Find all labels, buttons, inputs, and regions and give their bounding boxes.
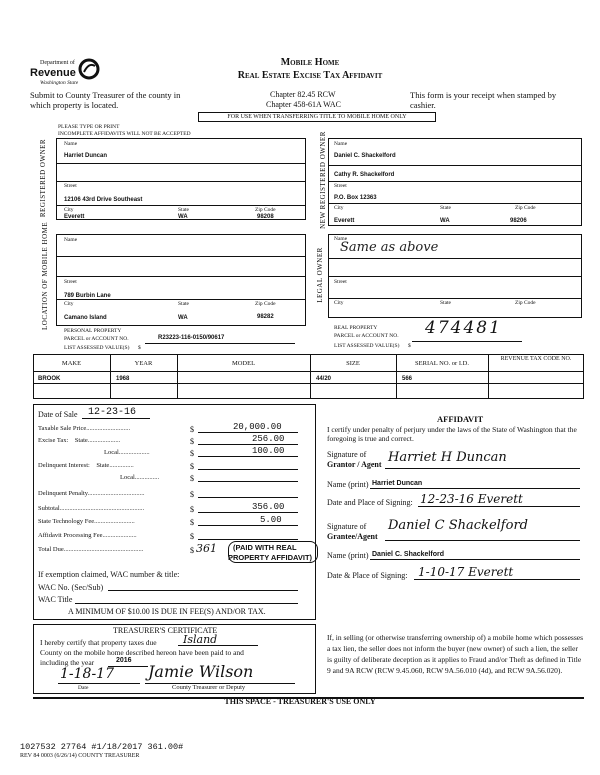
exemption-label: If exemption claimed, WAC number & title: (38, 570, 180, 579)
no-street-label: Street (334, 183, 347, 189)
form-number: REV 84 0003 (6/26/14) COUNTY TREASURER (20, 753, 140, 759)
loc-zip-value: 98282 (257, 314, 274, 320)
di-state-dollar: $ (190, 462, 194, 471)
affidavit-certify: I certify under penalty of perjury under the laws of the State of Washington that the foregoing is true and correct. (327, 425, 577, 443)
treasurer-use-only: THIS SPACE - TREASURER'S USE ONLY (224, 697, 376, 706)
delinquent-penalty-label: Delinquent Penalty................................... (38, 490, 145, 497)
loc-city-value: Camano Island (64, 315, 107, 321)
excise-state-value: 256.00 (252, 434, 285, 444)
treasurer-sig-label: County Treasurer or Deputy (172, 684, 246, 691)
loc-city-label: City (64, 301, 74, 307)
pp-assessed-label: LIST ASSESSED VALUE(S) (64, 345, 130, 351)
ro-street-value: 12106 43rd Drive Southeast (64, 197, 143, 203)
td-make: BROOK (38, 376, 61, 382)
lo-street-label: Street (334, 279, 347, 285)
no-name1-value: Daniel C. Shackelford (334, 153, 396, 159)
ro-street-label: Street (64, 183, 77, 189)
transfer-banner: FOR USE WHEN TRANSFERRING TITLE TO MOBILE HOME ONLY (198, 112, 436, 122)
rp-parcel-value: 474481 (425, 318, 502, 338)
ro-city-label: City (64, 207, 74, 213)
grantor-label1: Signature of (327, 450, 367, 459)
loc-street-label: Street (64, 279, 77, 285)
treasurer-line1: I hereby certify that property taxes due (40, 638, 157, 647)
treasurer-title: TREASURER'S CERTIFICATE (113, 626, 218, 635)
excise-local-value: 100.00 (252, 446, 285, 456)
lien-note: If, in selling (or otherwise transferring ownership of) a mobile home which possesses a tax lien, the seller does not inform the buyer (new owner) of such a lien, the seller is guilty of deliberate deception as it applies to Fraud and/or Theft as defined in Title 9 and 9A RCW (RCW 9.45.060, RCW 9A.56.010 (4d), and RCW 9A.56.020). (327, 633, 583, 675)
no-city-value: Everett (334, 218, 355, 224)
th-make: MAKE (61, 360, 82, 367)
grantor-signature: Harriet H Duncan (388, 450, 507, 465)
grantee-date-value: 1-10-17 Everett (418, 565, 514, 579)
th-model: MODEL (231, 360, 256, 367)
loc-state-value: WA (178, 315, 188, 321)
pf-dollar: $ (190, 532, 194, 541)
grantor-date-value: 12-23-16 Everett (420, 492, 523, 506)
grantor-label2: Grantor / Agent (327, 460, 382, 469)
treasurer-line3: including the year (40, 658, 95, 667)
no-city-label: City (334, 205, 344, 211)
no-zip-value: 98206 (510, 218, 527, 224)
taxable-label: Taxable Sale Price........................... (38, 425, 131, 432)
taxable-dollar: $ (190, 425, 194, 434)
pp-dollar: $ (138, 345, 141, 351)
taxable-value: 20,000.00 (233, 422, 282, 432)
th-year: YEAR (134, 360, 153, 367)
ro-state-value: WA (178, 214, 188, 220)
grantee-signature: Daniel C Shackelford (388, 518, 528, 533)
registered-owner-label: REGISTERED OWNER (39, 138, 47, 218)
lo-city-label: City (334, 300, 344, 306)
excise-label: Excise Tax: State.................... (38, 437, 121, 444)
affidavit-title: AFFIDAVIT (437, 414, 484, 424)
real-property-label: REAL PROPERTY (334, 325, 378, 331)
print-note2: INCOMPLETE AFFIDAVITS WILL NOT BE ACCEPTED (58, 131, 191, 137)
tech-fee-dollar: $ (190, 518, 194, 527)
grantor-print-value: Harriet Duncan (372, 480, 423, 487)
new-owner-box (328, 138, 582, 226)
subtotal-label: Subtotal.................................................... (38, 505, 145, 512)
chapter-rcw: Chapter 82.45 RCW (270, 90, 336, 99)
logo (20, 58, 100, 88)
th-revenue-code: REVENUE TAX CODE NO. (500, 356, 572, 362)
location-label: LOCATION OF MOBILE HOME (41, 221, 49, 330)
submit-text: Submit to County Treasurer of the county in which property is located. (30, 90, 181, 110)
lo-state-label: State (440, 300, 451, 306)
treasurer-line2: County on the mobile home described hereon have been paid to and (40, 648, 244, 657)
dept-line3: Washington State (40, 80, 79, 86)
td-size: 44/20 (316, 376, 332, 382)
paid-note2: PROPERTY AFFIDAVIT) (228, 553, 313, 562)
grantor-print-label: Name (print) (327, 480, 369, 489)
dp-dollar: $ (190, 490, 194, 499)
excise-local-dollar: $ (190, 449, 194, 458)
treasurer-county: Island (183, 633, 218, 646)
treasurer-year: 2016 (116, 657, 132, 664)
date-of-sale-label: Date of Sale (38, 410, 78, 419)
loc-street-value: 789 Burbin Lane (64, 293, 111, 299)
receipt-text: This form is your receipt when stamped by cashier. (410, 90, 557, 110)
no-zip-label: Zip Code (515, 205, 536, 211)
ro-state-label: State (178, 207, 189, 213)
pp-parcel-value: R23223-116-0150/90617 (158, 335, 225, 341)
date-of-sale-value: 12-23-16 (88, 407, 137, 418)
td-year: 1968 (116, 376, 130, 382)
grantee-date-label: Date & Place of Signing: (327, 571, 408, 580)
no-street-value: P.O. Box 12363 (334, 195, 377, 201)
tech-fee-label: State Technology Fee......................... (38, 518, 135, 525)
new-owner-label: NEW REGISTERED OWNER (319, 131, 327, 229)
grantee-label2: Grantee/Agent (327, 532, 378, 541)
treasurer-signature: Jamie Wilson (148, 662, 254, 681)
loc-name-label: Name (64, 237, 78, 243)
dept-line1: Department of (40, 60, 75, 66)
delinquent-interest-label: Delinquent Interest: State............... (38, 462, 134, 469)
excise-local-label: Local................... (104, 449, 150, 456)
th-serial: SERIAL NO. or I.D. (415, 360, 469, 367)
wac-title-label: WAC Title (38, 595, 73, 604)
no-name2-value: Cathy R. Shackelford (334, 172, 395, 178)
legal-owner-label: LEGAL OWNER (316, 247, 324, 303)
ro-name-label: Name (64, 141, 78, 147)
total-dollar: $ (190, 546, 194, 555)
ro-name-value: Harriet Duncan (64, 153, 108, 159)
minimum-note: A MINIMUM OF $10.00 IS DUE IN FEE(S) AND/OR TAX. (68, 607, 266, 616)
ro-zip-label: Zip Code (255, 207, 276, 213)
di-local-label: Local............... (120, 474, 160, 481)
td-serial: 566 (402, 376, 413, 382)
lo-name-label: Name (334, 236, 348, 242)
dept-line2: Revenue (30, 67, 76, 79)
grantee-print-value: Daniel C. Shackelford (372, 551, 444, 558)
ro-city-value: Everett (64, 214, 85, 220)
lo-name-value: Same as above (340, 240, 439, 255)
rp-assessed-label: LIST ASSESSED VALUE(S) (334, 343, 400, 349)
cashier-stamp: 1027532 27764 #1/18/2017 361.00# (20, 742, 184, 752)
subtotal-dollar: $ (190, 505, 194, 514)
revenue-logo-icon (78, 58, 100, 80)
di-local-dollar: $ (190, 474, 194, 483)
grantee-print-label: Name (print) (327, 551, 369, 560)
location-box (56, 234, 306, 326)
processing-fee-label: Affidavit Processing Fee..................... (38, 532, 137, 539)
loc-zip-label: Zip Code (255, 301, 276, 307)
personal-property-label: PERSONAL PROPERTY (64, 328, 122, 334)
lo-zip-label: Zip Code (515, 300, 536, 306)
ro-zip-value: 98208 (257, 214, 274, 220)
treasurer-date-label: Date (78, 685, 89, 691)
no-name-label: Name (334, 141, 348, 147)
form-title-line1: Mobile Home (280, 57, 340, 68)
tech-fee-value: 5.00 (260, 515, 282, 525)
rp-dollar: $ (408, 343, 411, 349)
th-size: SIZE (346, 360, 360, 367)
grantee-label1: Signature of (327, 522, 367, 531)
subtotal-value: 356.00 (252, 502, 285, 512)
wac-no-label: WAC No. (Sec/Sub) (38, 583, 104, 592)
rp-parcel-label: PARCEL or ACCOUNT NO. (334, 333, 399, 339)
paid-note1: (PAID WITH REAL (233, 543, 297, 552)
excise-state-dollar: $ (190, 437, 194, 446)
no-state-value: WA (440, 218, 450, 224)
chapter-wac: Chapter 458-61A WAC (266, 100, 341, 109)
pp-parcel-label: PARCEL or ACCOUNT NO. (64, 336, 129, 342)
treasurer-date: 1-18-17 (60, 666, 114, 682)
loc-state-label: State (178, 301, 189, 307)
form-title-line2: Real Estate Excise Tax Affidavit (237, 70, 383, 81)
total-due-value: 361 (196, 542, 217, 555)
print-note1: PLEASE TYPE OR PRINT (58, 124, 120, 130)
no-state-label: State (440, 205, 451, 211)
total-due-label: Total Due................................................. (38, 546, 144, 553)
grantor-date-label: Date and Place of Signing: (327, 498, 413, 507)
